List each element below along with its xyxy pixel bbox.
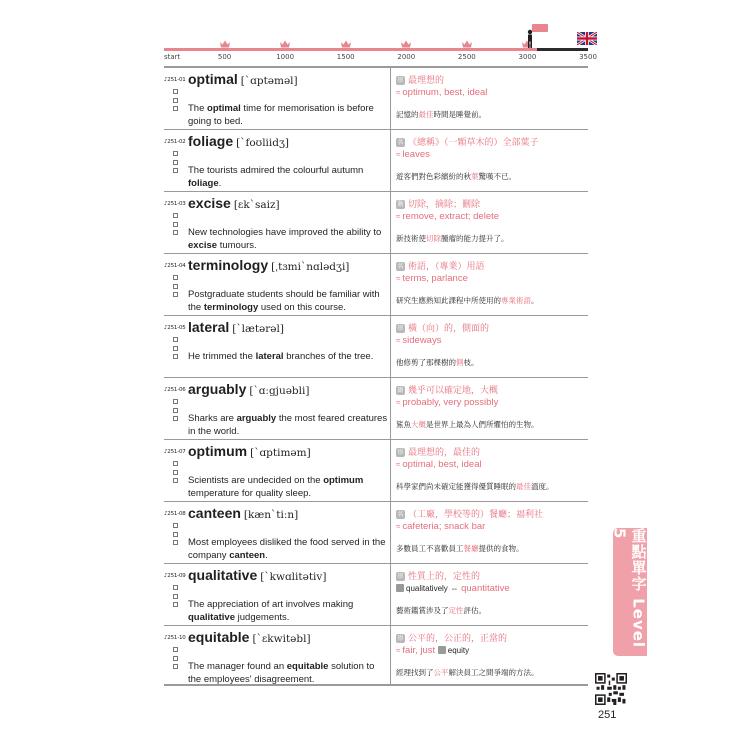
entry-english bbox=[164, 378, 390, 440]
example-text: The manager found an bbox=[188, 661, 287, 672]
example-sentence bbox=[188, 661, 388, 686]
translation-keyword: 餐廳 bbox=[463, 544, 479, 553]
part-of-speech-badge: 形 bbox=[397, 449, 404, 456]
example-text: The bbox=[188, 103, 208, 114]
review-checkbox[interactable] bbox=[173, 222, 178, 227]
review-checkbox[interactable] bbox=[173, 106, 178, 111]
translation-text: 提供的食物。 bbox=[478, 544, 524, 553]
derivative-word: qualitatively bbox=[406, 584, 448, 593]
audio-track-number: ♪251-09 bbox=[164, 573, 186, 579]
progress-tick-label: 1000 bbox=[276, 53, 295, 61]
example-text: branches of the tree. bbox=[283, 351, 374, 362]
review-checkbox[interactable] bbox=[173, 337, 178, 342]
headword-text: optimum bbox=[188, 443, 248, 459]
progress-bar bbox=[164, 20, 597, 64]
synonym-words: remove, extract; delete bbox=[402, 211, 500, 222]
example-sentence bbox=[188, 475, 388, 500]
review-checkboxes bbox=[173, 89, 178, 115]
example-text: solution to the employees' disagreement. bbox=[188, 661, 375, 685]
entry-chinese bbox=[392, 130, 588, 192]
antonym-icon: ⇔ bbox=[450, 584, 459, 593]
phonetic: [ˋlætərəl] bbox=[232, 323, 284, 335]
definition-text: 橫（向）的，側面的 bbox=[408, 324, 490, 334]
synonym-icon: ≈ bbox=[396, 522, 401, 531]
word-entry bbox=[164, 192, 588, 254]
review-checkboxes bbox=[173, 585, 178, 611]
review-checkbox[interactable] bbox=[173, 470, 178, 475]
synonym-words: terms, parlance bbox=[402, 273, 468, 284]
derivative-icon bbox=[438, 646, 446, 654]
example-translation bbox=[396, 171, 516, 182]
translation-keyword: 定性 bbox=[448, 606, 464, 615]
translation-keyword: 葉 bbox=[471, 172, 479, 181]
review-checkbox[interactable] bbox=[173, 656, 178, 661]
example-translation bbox=[396, 419, 539, 430]
review-checkboxes bbox=[173, 461, 178, 487]
part-of-speech-badge: 動 bbox=[397, 201, 404, 208]
word-entry bbox=[164, 564, 588, 626]
review-checkboxes bbox=[173, 337, 178, 363]
word-entry bbox=[164, 440, 588, 502]
review-checkbox[interactable] bbox=[173, 602, 178, 607]
translation-text: 驚嘆不已。 bbox=[478, 172, 516, 181]
definition bbox=[396, 507, 586, 520]
review-checkbox[interactable] bbox=[173, 585, 178, 590]
review-checkbox[interactable] bbox=[173, 478, 178, 483]
example-text: tumours. bbox=[217, 239, 257, 251]
audio-track-number: ♪251-04 bbox=[164, 263, 186, 269]
translation-text: 多數員工不喜歡員工 bbox=[396, 544, 464, 553]
review-checkbox[interactable] bbox=[173, 275, 178, 280]
translation-keyword: 公平 bbox=[433, 668, 449, 677]
example-translation bbox=[396, 605, 486, 616]
translation-text: 。 bbox=[531, 296, 539, 305]
review-checkbox[interactable] bbox=[173, 354, 178, 359]
synonym-words: leaves bbox=[402, 149, 430, 160]
headword bbox=[188, 319, 284, 335]
review-checkbox[interactable] bbox=[173, 89, 178, 94]
synonym-icon: ≈ bbox=[396, 460, 401, 469]
translation-text: 枝。 bbox=[463, 358, 479, 367]
phonetic: [ˋkwɑlitətiv] bbox=[260, 571, 327, 583]
entry-english bbox=[164, 192, 390, 254]
example-translation bbox=[396, 357, 479, 368]
headword bbox=[188, 567, 326, 583]
review-checkbox[interactable] bbox=[173, 230, 178, 235]
crown-icon bbox=[341, 40, 351, 48]
audio-track-number: ♪251-01 bbox=[164, 77, 186, 83]
example-text: the most feared creatures in the world. bbox=[188, 413, 388, 437]
example-text: Most employees disliked the food served in the company bbox=[188, 537, 386, 561]
example-text: New technologies have improved the ability to bbox=[188, 227, 382, 238]
word-entry bbox=[164, 254, 588, 316]
definition-text: 《總稱》（一顆草木的）全部葉子 bbox=[408, 138, 539, 148]
example-sentence bbox=[188, 289, 388, 314]
audio-track-number: ♪251-08 bbox=[164, 511, 186, 517]
related-words bbox=[396, 521, 485, 532]
synonym-icon: ≈ bbox=[396, 88, 401, 97]
review-checkbox[interactable] bbox=[173, 664, 178, 669]
page-number: 251 bbox=[598, 709, 617, 721]
definition bbox=[396, 197, 586, 210]
translation-text: 是世界上最為人們所懼怕的生物。 bbox=[426, 420, 539, 429]
progress-tick-label: 2500 bbox=[457, 53, 476, 61]
review-checkbox[interactable] bbox=[173, 98, 178, 103]
entry-english bbox=[164, 130, 390, 192]
word-entry bbox=[164, 502, 588, 564]
example-text: . bbox=[218, 177, 222, 189]
synonym-icon: ≈ bbox=[396, 398, 401, 407]
example-text: used on this course. bbox=[258, 301, 346, 313]
example-text: . bbox=[265, 549, 268, 561]
example-text: Scientists are undecided on the bbox=[188, 475, 324, 486]
synonym-icon: ≈ bbox=[396, 212, 401, 221]
example-text: He trimmed the bbox=[188, 351, 256, 362]
example-translation bbox=[396, 543, 524, 554]
related-words bbox=[396, 583, 510, 594]
progress-tick-label: 3000 bbox=[518, 53, 537, 61]
entry-chinese bbox=[392, 502, 588, 564]
synonym-icon: ≈ bbox=[396, 274, 401, 283]
entry-chinese bbox=[392, 68, 588, 130]
review-checkbox[interactable] bbox=[173, 408, 178, 413]
translation-keyword: 最佳 bbox=[418, 110, 434, 119]
example-text: Sharks are bbox=[188, 413, 237, 424]
example-text: Postgraduate students should be familiar with the bbox=[188, 289, 380, 313]
translation-text: 他修剪了那棵樹的 bbox=[396, 358, 456, 367]
example-sentence bbox=[188, 351, 388, 364]
review-checkbox[interactable] bbox=[173, 461, 178, 466]
example-keyword: terminology bbox=[203, 301, 259, 313]
phonetic: [ˋɑptəməl] bbox=[240, 75, 298, 87]
runner-icon bbox=[526, 29, 534, 49]
related-words bbox=[396, 87, 487, 98]
headword-text: terminology bbox=[188, 257, 269, 273]
headword-text: equitable bbox=[188, 629, 250, 645]
translation-text: 溫度。 bbox=[531, 482, 554, 491]
part-of-speech-badge: 形 bbox=[397, 325, 404, 332]
related-words bbox=[396, 645, 469, 656]
qr-code-icon bbox=[595, 673, 627, 705]
translation-keyword: 側 bbox=[456, 358, 464, 367]
part-of-speech-badge: 形 bbox=[397, 77, 404, 84]
example-text: judgements. bbox=[235, 611, 290, 623]
audio-track-number: ♪251-05 bbox=[164, 325, 186, 331]
translation-text: 科學家們尚未確定能獲得優質睡眠的 bbox=[396, 482, 516, 491]
entry-english bbox=[164, 440, 390, 502]
entry-chinese bbox=[392, 378, 588, 440]
entry-chinese bbox=[392, 626, 588, 688]
entry-english bbox=[164, 316, 390, 378]
example-keyword: foliage bbox=[188, 177, 219, 189]
derivative-word: equity bbox=[447, 646, 470, 655]
crown-icon bbox=[280, 40, 290, 48]
review-checkbox[interactable] bbox=[173, 594, 178, 599]
example-sentence bbox=[188, 165, 388, 190]
definition bbox=[396, 135, 586, 148]
audio-track-number: ♪251-02 bbox=[164, 139, 186, 145]
related-words bbox=[396, 149, 430, 160]
progress-tick-label: 2000 bbox=[397, 53, 416, 61]
review-checkbox[interactable] bbox=[173, 647, 178, 652]
synonym-words: cafeteria; snack bar bbox=[402, 521, 486, 532]
headword bbox=[188, 133, 289, 149]
translation-keyword: 專業術語 bbox=[501, 296, 531, 305]
part-of-speech-badge: 形 bbox=[397, 635, 404, 642]
definition-text: 最理想的 bbox=[408, 76, 445, 86]
review-checkbox[interactable] bbox=[173, 416, 178, 421]
entry-chinese bbox=[392, 316, 588, 378]
synonym-icon: ≈ bbox=[396, 150, 401, 159]
translation-text: 鯊魚 bbox=[396, 420, 411, 429]
audio-track-number: ♪251-06 bbox=[164, 387, 186, 393]
audio-track-number: ♪251-07 bbox=[164, 449, 186, 455]
phonetic: [ˋɛkwitəbl] bbox=[252, 633, 311, 645]
progress-tick-label: 500 bbox=[217, 53, 232, 61]
part-of-speech-badge: 形 bbox=[397, 573, 404, 580]
crown-icon bbox=[220, 40, 230, 48]
phonetic: [ɛkˋsaiz] bbox=[233, 199, 280, 211]
headword-text: qualitative bbox=[188, 567, 258, 583]
definition-text: 切除，摘除；刪除 bbox=[408, 200, 481, 210]
definition-text: 幾乎可以確定地，大概 bbox=[408, 386, 499, 396]
definition bbox=[396, 631, 586, 644]
progress-fill bbox=[164, 48, 537, 51]
related-words bbox=[396, 397, 498, 408]
definition bbox=[396, 321, 586, 334]
entry-chinese bbox=[392, 440, 588, 502]
translation-text: 經理找到了 bbox=[396, 668, 434, 677]
example-keyword: equitable bbox=[286, 661, 329, 672]
word-entry bbox=[164, 316, 588, 378]
example-sentence bbox=[188, 413, 388, 438]
review-checkbox[interactable] bbox=[173, 540, 178, 545]
synonym-words: probably, very possibly bbox=[402, 397, 499, 408]
example-translation bbox=[396, 295, 539, 306]
example-translation bbox=[396, 667, 539, 678]
word-entry bbox=[164, 68, 588, 130]
review-checkbox[interactable] bbox=[173, 346, 178, 351]
definition-text: （工廠，學校等的）餐廳；福利社 bbox=[408, 510, 544, 520]
progress-tick-label: start bbox=[164, 53, 181, 61]
entry-chinese bbox=[392, 254, 588, 316]
example-keyword: canteen bbox=[229, 549, 266, 561]
crown-icon bbox=[401, 40, 411, 48]
example-sentence bbox=[188, 227, 388, 252]
phonetic: [ˋfoʊliidʒ] bbox=[236, 137, 290, 149]
review-checkboxes bbox=[173, 647, 178, 673]
level-side-tab-label: 重點單字 Level 5 bbox=[610, 528, 648, 649]
part-of-speech-badge: 名 bbox=[397, 511, 404, 518]
review-checkbox[interactable] bbox=[173, 284, 178, 289]
entry-english bbox=[164, 68, 390, 130]
review-checkboxes bbox=[173, 523, 178, 549]
translation-text: 時間是睡覺前。 bbox=[433, 110, 486, 119]
headword bbox=[188, 381, 309, 397]
translation-keyword: 切除 bbox=[426, 234, 441, 243]
review-checkbox[interactable] bbox=[173, 160, 178, 165]
definition-text: 公平的，公正的，正當的 bbox=[408, 634, 508, 644]
headword bbox=[188, 195, 280, 211]
review-checkboxes bbox=[173, 275, 178, 301]
translation-keyword: 大概 bbox=[411, 420, 426, 429]
example-translation bbox=[396, 481, 554, 492]
review-checkbox[interactable] bbox=[173, 292, 178, 297]
antonym-word: quantitative bbox=[461, 583, 510, 594]
review-checkboxes bbox=[173, 399, 178, 425]
definition-text: 術語，（專業）用語 bbox=[408, 262, 485, 272]
example-text: time for memorisation is before going to bed. bbox=[188, 103, 374, 127]
review-checkbox[interactable] bbox=[173, 168, 178, 173]
headword bbox=[188, 629, 311, 645]
headword-text: lateral bbox=[188, 319, 230, 335]
headword-text: canteen bbox=[188, 505, 241, 521]
crown-icon bbox=[462, 40, 472, 48]
review-checkboxes bbox=[173, 151, 178, 177]
related-words bbox=[396, 335, 441, 346]
word-entry bbox=[164, 130, 588, 192]
headword bbox=[188, 71, 298, 87]
translation-text: 遊客們對色彩繽紛的秋 bbox=[396, 172, 471, 181]
uk-flag-icon bbox=[577, 32, 597, 45]
definition bbox=[396, 73, 586, 86]
entry-chinese bbox=[392, 564, 588, 626]
entry-english bbox=[164, 626, 390, 688]
translation-text: 藝術鑑賞涉及了 bbox=[396, 606, 449, 615]
word-entry bbox=[164, 626, 588, 688]
entry-english bbox=[164, 502, 390, 564]
part-of-speech-badge: 名 bbox=[397, 263, 404, 270]
progress-tick-label: 1500 bbox=[336, 53, 355, 61]
entry-chinese bbox=[392, 192, 588, 254]
review-checkbox[interactable] bbox=[173, 532, 178, 537]
example-translation bbox=[396, 233, 509, 244]
phonetic: [kænˋtiːn] bbox=[243, 509, 299, 521]
vocabulary-table bbox=[164, 66, 588, 686]
review-checkbox[interactable] bbox=[173, 523, 178, 528]
example-sentence bbox=[188, 599, 388, 624]
phonetic: [ˌtɜmiˋnɑlədʒi] bbox=[271, 261, 350, 273]
definition bbox=[396, 445, 586, 458]
derivative-icon bbox=[396, 584, 404, 592]
example-keyword: arguably bbox=[236, 413, 277, 424]
translation-text: 記憶的 bbox=[396, 110, 419, 119]
example-translation bbox=[396, 109, 486, 120]
definition-text: 最理想的，最佳的 bbox=[408, 448, 481, 458]
synonym-icon: ≈ bbox=[396, 336, 401, 345]
headword-text: excise bbox=[188, 195, 231, 211]
example-keyword: lateral bbox=[255, 351, 284, 362]
example-text: The appreciation of art involves making bbox=[188, 599, 354, 610]
headword-text: optimal bbox=[188, 71, 238, 87]
definition-text: 性質上的，定性的 bbox=[408, 572, 481, 582]
example-sentence bbox=[188, 103, 388, 128]
translation-text: 評估。 bbox=[463, 606, 486, 615]
review-checkboxes bbox=[173, 213, 178, 239]
review-checkbox[interactable] bbox=[173, 151, 178, 156]
headword bbox=[188, 505, 298, 521]
example-text: The tourists admired the colourful autumn bbox=[188, 165, 364, 176]
review-checkbox[interactable] bbox=[173, 213, 178, 218]
related-words bbox=[396, 459, 482, 470]
example-keyword: optimum bbox=[323, 475, 364, 486]
audio-track-number: ♪251-10 bbox=[164, 635, 186, 641]
phonetic: [ˋɑːgjuəbli] bbox=[249, 385, 310, 397]
entry-english bbox=[164, 564, 390, 626]
audio-track-number: ♪251-03 bbox=[164, 201, 186, 207]
synonym-words: fair, just bbox=[402, 645, 436, 656]
definition bbox=[396, 569, 586, 582]
entry-english bbox=[164, 254, 390, 316]
part-of-speech-badge: 副 bbox=[397, 387, 404, 394]
part-of-speech-badge: 名 bbox=[397, 139, 404, 146]
example-text: temperature for quality sleep. bbox=[188, 487, 312, 499]
level-side-tab bbox=[610, 528, 648, 656]
progress-marker-flag bbox=[532, 24, 548, 32]
phonetic: [ˋɑptiməm] bbox=[250, 447, 311, 459]
synonym-words: sideways bbox=[402, 335, 442, 346]
synonym-words: optimum, best, ideal bbox=[402, 87, 488, 98]
translation-text: 腫瘤的能力提升了。 bbox=[441, 234, 509, 243]
translation-text: 研究生應熟知此課程中所使用的 bbox=[396, 296, 501, 305]
word-entry bbox=[164, 378, 588, 440]
related-words bbox=[396, 211, 499, 222]
related-words bbox=[396, 273, 468, 284]
example-keyword: optimal bbox=[207, 103, 241, 114]
review-checkbox[interactable] bbox=[173, 399, 178, 404]
translation-keyword: 最佳 bbox=[516, 482, 531, 491]
progress-tick-label: 3500 bbox=[579, 53, 597, 61]
definition bbox=[396, 383, 586, 396]
headword-text: foliage bbox=[188, 133, 234, 149]
translation-text: 解決員工之間爭端的方法。 bbox=[448, 668, 539, 677]
headword-text: arguably bbox=[188, 381, 247, 397]
example-sentence bbox=[188, 537, 388, 562]
example-keyword: excise bbox=[188, 239, 218, 251]
translation-text: 新技術使 bbox=[396, 234, 426, 243]
synonym-icon: ≈ bbox=[396, 646, 401, 655]
definition bbox=[396, 259, 586, 272]
synonym-words: optimal, best, ideal bbox=[402, 459, 482, 470]
headword bbox=[188, 257, 349, 273]
example-keyword: qualitative bbox=[188, 611, 235, 623]
headword bbox=[188, 443, 311, 459]
